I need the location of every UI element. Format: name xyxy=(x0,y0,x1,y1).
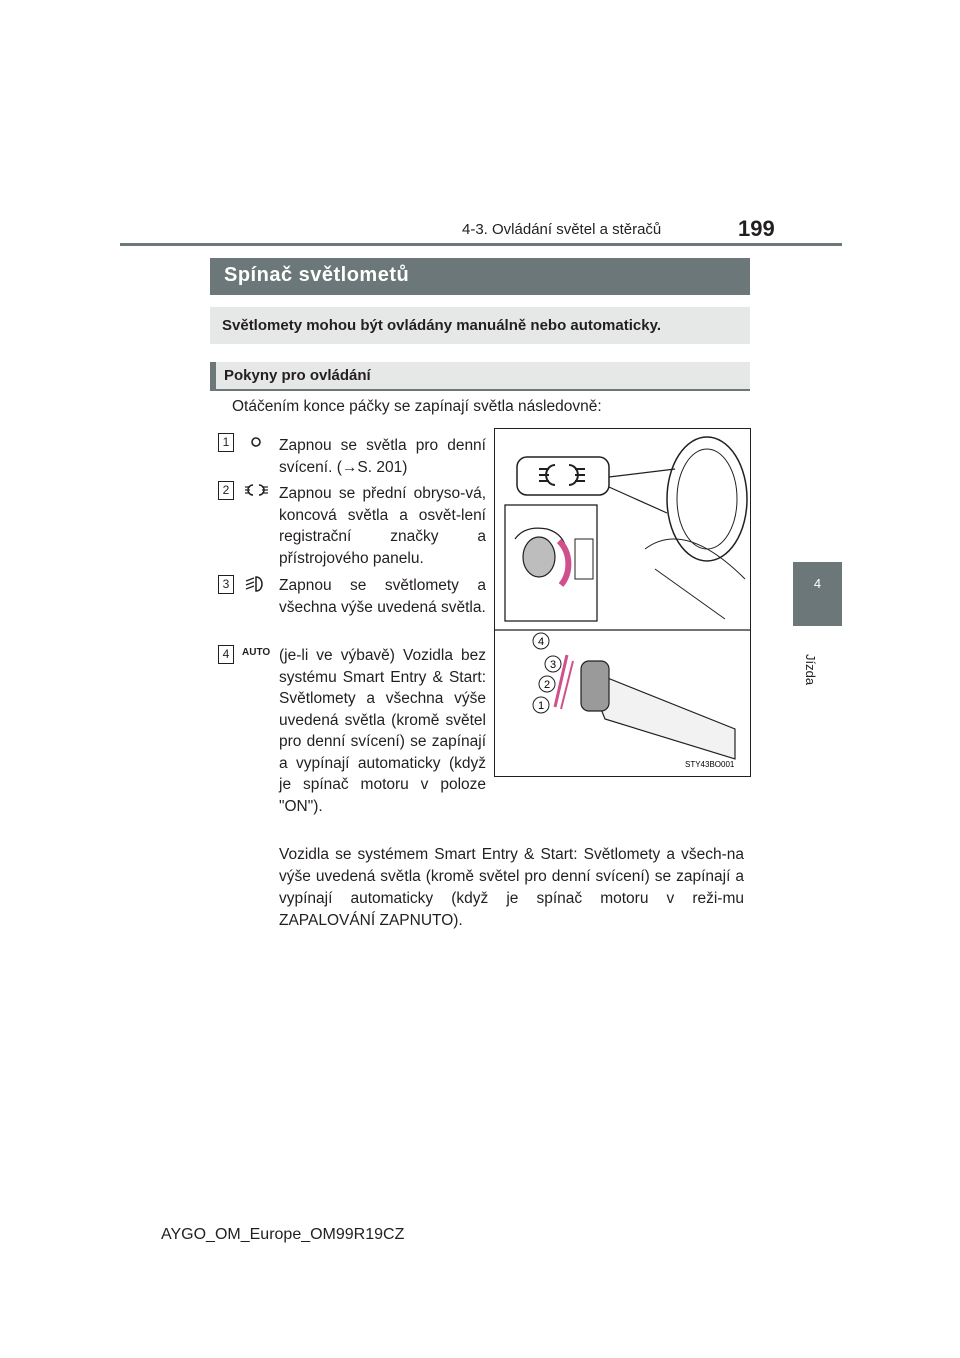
document-code: AYGO_OM_Europe_OM99R19CZ xyxy=(161,1226,405,1243)
drl-icon xyxy=(246,435,266,451)
subheading-accent xyxy=(210,362,216,391)
page-title: Spínač světlometů xyxy=(224,264,410,286)
lever-illustration xyxy=(495,429,750,776)
item-text: Zapnou se světla pro denní svícení. (→S. 201) xyxy=(279,437,486,476)
section-path: 4-3. Ovládání světel a stěračů xyxy=(462,221,662,238)
figure-code: STY43BO001 xyxy=(685,760,735,769)
svg-text:3: 3 xyxy=(549,659,557,671)
summary-box xyxy=(210,307,750,344)
page-number: 199 xyxy=(738,216,775,241)
item-number: 1 xyxy=(218,433,234,452)
item-number: 3 xyxy=(218,575,234,594)
title-bar xyxy=(210,258,750,295)
item-text: Zapnou se světlomety a všechna výše uvedená světla. xyxy=(279,577,486,616)
figure-label-4 xyxy=(533,633,549,649)
position-lights-icon xyxy=(243,482,271,498)
auto-icon: AUTO xyxy=(242,647,271,658)
summary-text: Světlomety mohou být ovládány manuálně nebo automaticky. xyxy=(222,317,661,334)
chapter-tab xyxy=(793,562,842,626)
subheading-bar xyxy=(210,362,750,391)
footer-paragraph: Vozidla se systémem Smart Entry & Start: Světlomety a všech-na výše uvedená světla (kromě světel pro denní svícení) se zapínají a vypínají automaticky (když je spínač motoru v reži-mu ZAPALOVÁNÍ ZAPNUTO). xyxy=(279,846,744,929)
chapter-number: 4 xyxy=(813,576,822,591)
item-text: Zapnou se přední obryso-vá, koncová světla a osvět-lení registrační značky a přístrojového panelu. xyxy=(279,485,486,567)
illustration xyxy=(494,428,751,777)
svg-text:1: 1 xyxy=(537,700,545,712)
chapter-label: Jízda xyxy=(803,654,818,686)
svg-text:4: 4 xyxy=(537,636,545,648)
header-rule xyxy=(120,243,842,246)
subheading: Pokyny pro ovládání xyxy=(224,367,371,384)
item-text: (je-li ve výbavě) Vozidla bez systému Smart Entry & Start: Světlomety a všechna výše uvedená světla (kromě světel pro denní svícení) se zapínají a vypínají automaticky (když je spínač motoru v poloze "ON"). xyxy=(279,647,486,815)
figure-label-2 xyxy=(539,676,555,692)
headlight-icon xyxy=(244,575,268,593)
intro-text: Otáčením konce páčky se zapínají světla následovně: xyxy=(232,398,602,415)
figure-label-3 xyxy=(545,656,561,672)
figure-label-1 xyxy=(533,697,549,713)
item-number: 4 xyxy=(218,645,234,664)
svg-text:2: 2 xyxy=(543,679,551,691)
item-number: 2 xyxy=(218,481,234,500)
